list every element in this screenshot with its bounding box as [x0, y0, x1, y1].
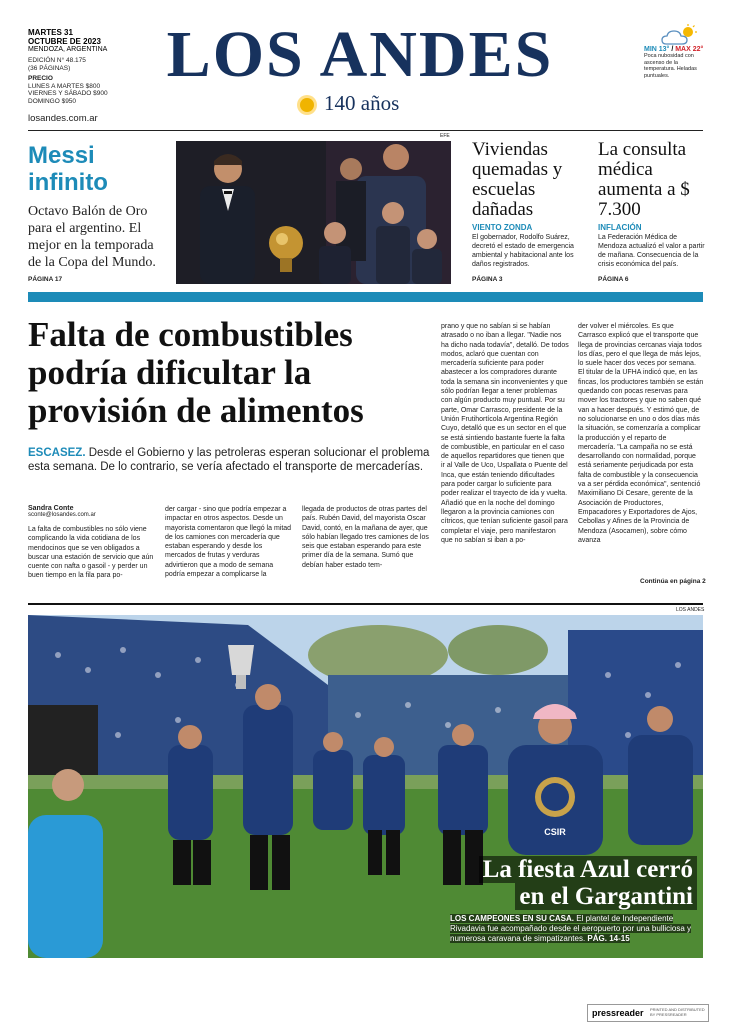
- issue-month-year: OCTUBRE DE 2023: [28, 37, 101, 46]
- website-link[interactable]: losandes.com.ar: [28, 113, 98, 124]
- photo-headline-line1: La fiesta Azul cerró: [479, 856, 697, 883]
- byline-email: sconte@losandes.com.ar: [28, 512, 96, 518]
- consulta-page-ref: PÁGINA 6: [598, 276, 629, 283]
- messi-photo[interactable]: [176, 141, 451, 284]
- pressreader-logo: pressreader: [592, 1008, 644, 1018]
- price-line-2: VIERNES Y SÁBADO $900: [28, 90, 108, 97]
- photo-credit: LOS ANDES: [676, 607, 705, 613]
- edition-pages: (36 PÁGINAS): [28, 64, 71, 72]
- continues-ref[interactable]: Continúa en página 2: [640, 578, 706, 585]
- masthead-divider: [28, 130, 703, 131]
- weather-max: MAX 22°: [675, 46, 704, 53]
- consulta-headline[interactable]: La consulta médica aumenta a $ 7.300: [598, 139, 690, 220]
- cloud-sun-icon: [658, 24, 702, 46]
- section-divider-blue: [28, 292, 703, 302]
- messi-headline-line2: infinito: [28, 169, 108, 196]
- messi-photo-illustration: [176, 141, 451, 284]
- weather-note: Poca nubosidad con ascenso de la temperatura. Heladas puntuales.: [644, 53, 697, 79]
- price-label: PRECIO: [28, 75, 53, 82]
- sun-icon: [300, 98, 314, 112]
- viviendas-headline[interactable]: Viviendas quemadas y escuelas dañadas: [472, 139, 563, 220]
- issue-date: MARTES 31: [28, 28, 73, 37]
- main-body-col-4: prano y que no sabían si se habían atrasado o no iban a llegar. "Nadie nos ha dicho nada todavía", detalló. De todos modos, aclaró que cuentan con mercadería suficiente para poder abastecer a los compradores durante toda la semana sin inconvenientes y que sólo podrían llegar a tener problemas con algún producto muy puntual. Por su parte, Omar Carrasco, presidente de la Unión Frutihortícola Argentina Región Cuyo, detalló que es un sector en el que se está sintiendo bastante fuerte la falta de combustible, en particular en el caso de aquellos repartidores que tienen que ir al Valle de Uco, Uspallata o Puente del Inca, que están teniendo dificultades para poder cargar lo suficiente para poder realizar el trayecto de ida y vuelta. Añadió que en la noche del domingo llegaron a la provincia camiones con cítricos, que tenían suficiente gasoil para completar el viaje, pero manifestaron que no sabían si iban a po-: [441, 323, 569, 544]
- viviendas-kicker: VIENTO ZONDA: [472, 223, 533, 232]
- main-headline-line1: Falta de combustibles: [28, 315, 353, 354]
- pressreader-badge[interactable]: [587, 1004, 709, 1022]
- main-headline-line2: podría dificultar la: [28, 353, 312, 392]
- messi-photo-credit: EFE: [440, 133, 450, 139]
- main-body-col-3: llegada de productos de otras partes del país. Rubén David, del mayorista Oscar David, contó, en la mañana de ayer, que sólo habían llegado tres camiones de los seis que estaban esperando para este primer día de la semana. Sumó que debían haber estado tem-: [302, 506, 429, 569]
- weather-box: MIN 13° / MAX 22° Poca nubosidad con ascenso de la temperatura. Heladas puntuales.: [644, 24, 706, 79]
- main-lead: [28, 446, 438, 474]
- messi-text: Octavo Balón de Oro para el argentino. El mejor en la temporada de la Copa del Mundo.: [28, 204, 156, 270]
- main-body-col-5: der volver el miércoles. Es que Carrasco explicó que el transporte que llega de provincias cercanas viaja todos los días, pero el que llega de más lejos, lo suele hacer dos veces por semana. El titular de la UFHA indicó que, en las fincas, los productores también se están quedando con pocas reservas para mover los tractores y que no saben qué van a hacer después. Y estimó que, de no solucionarse en uno o dos días más la situación, se comenzaría a complicar la producción y el reparto de mercadería. "La campaña no se está desarrollando con normalidad, porque está seriamente perjudicada por esta falta de combustible y la consecuencia va a ser pérdida económica", sentenció Maximiliano Di Cesare, gerente de la Asociación de Productores, Empacadores y Exportadores de Ajos, Cebollas y Afines de la Provincia de Mendoza (Asocamen), sobre cómo avanza: [578, 323, 704, 544]
- main-lead-kicker: ESCASEZ.: [28, 447, 86, 459]
- main-body-col-1: La falta de combustibles no sólo viene complicando la vida cotidiana de los mendocinos que se ven obligados a buscar una estación de servicio que aún cuente con nafta o gasoil - y perder un buen tiempo en la fila para po-: [28, 526, 154, 580]
- messi-page-ref: PÁGINA 17: [28, 276, 63, 283]
- photo-caption-kicker: LOS CAMPEONES EN SU CASA.: [450, 914, 575, 923]
- newspaper-logo: LOS ANDES: [166, 18, 554, 91]
- photo-caption: [450, 914, 697, 944]
- anniversary-label: 140 años: [324, 91, 400, 115]
- pressreader-note: PRINTED AND DISTRIBUTED BY PRESSREADER: [650, 1007, 705, 1017]
- messi-headline[interactable]: [28, 142, 168, 196]
- photo-headline[interactable]: [442, 856, 697, 910]
- consulta-kicker: INFLACIÓN: [598, 223, 642, 232]
- issue-city: MENDOZA, ARGENTINA: [28, 46, 108, 53]
- main-headline[interactable]: [28, 316, 438, 430]
- price-line-3: DOMINGO $950: [28, 97, 77, 105]
- consulta-body: La Federación Médica de Mendoza actualizó el valor a partir de mañana. Consecuencia de la crisis económica del país.: [598, 234, 705, 268]
- main-headline-line3: provisión de alimentos: [28, 391, 364, 430]
- photo-caption-page: PÁG. 14-15: [587, 934, 630, 943]
- messi-headline-line1: Messi: [28, 142, 95, 169]
- viviendas-body: El gobernador, Rodolfo Suárez, decretó el estado de emergencia ambiental y habitacional ante los daños registrados.: [472, 234, 574, 268]
- main-body-col-2: der cargar - sino que podría empezar a impactar en otros aspectos. Desde un mayorista comentaron que llegó la mitad de los camiones con mercadería que estaban esperando y desde los mercados de frutas y verduras advirtieron que a modo de semana podría empezar a complicarse la: [165, 506, 292, 579]
- photo-divider: [28, 603, 703, 605]
- byline: Sandra Conte: [28, 505, 74, 512]
- photo-caption-text: El plantel de Independiente Rivadavia fue acompañado desde el aeropuerto por una bulliciosa y numerosa caravana de simpatizantes.: [450, 914, 692, 943]
- jersey-text: CSIR: [544, 827, 566, 837]
- main-lead-text: Desde el Gobierno y las petroleras esperan solucionar el problema esta semana. De lo contrario, se vería afectado el transporte de mercaderías.: [28, 447, 430, 473]
- viviendas-page-ref: PÁGINA 3: [472, 276, 503, 283]
- photo-headline-line2: en el Gargantini: [515, 883, 697, 910]
- byline-block: [28, 505, 156, 520]
- weather-min: MIN 13°: [644, 46, 670, 53]
- price-line-1: LUNES A MARTES $800: [28, 82, 101, 90]
- edition-number: EDICIÓN N° 48.175: [28, 57, 86, 64]
